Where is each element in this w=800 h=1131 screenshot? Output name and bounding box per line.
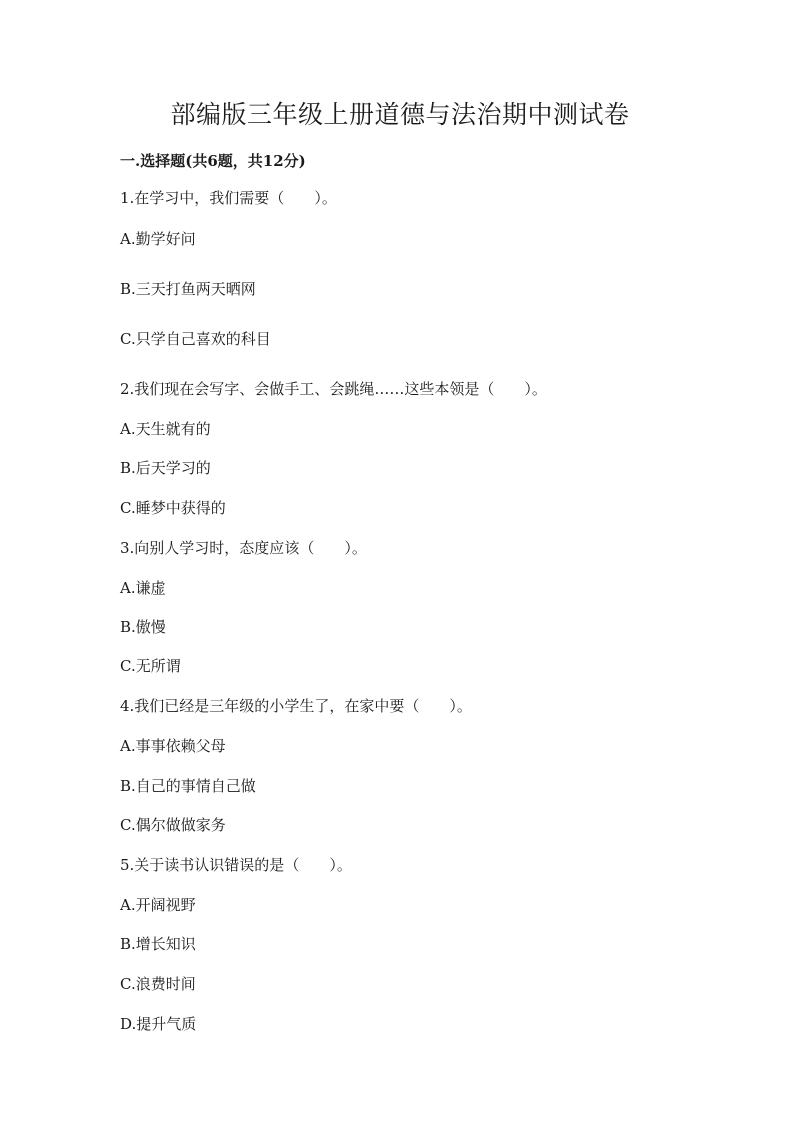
- answer-option: A.开阔视野: [120, 896, 196, 914]
- answer-option: C.偶尔做做家务: [120, 816, 226, 834]
- answer-option: B.三天打鱼两天晒网: [120, 280, 256, 298]
- answer-option: A.谦虚: [120, 579, 166, 597]
- answer-option: C.浪费时间: [120, 975, 196, 993]
- answer-option: B.后天学习的: [120, 459, 211, 477]
- answer-option: B.自己的事情自己做: [120, 777, 256, 795]
- answer-option: C.无所谓: [120, 657, 181, 675]
- page-title: 部编版三年级上册道德与法治期中测试卷: [170, 100, 630, 129]
- question-stem: 3.向别人学习时，态度应该（ ）。: [120, 539, 367, 557]
- answer-option: B.傲慢: [120, 618, 166, 636]
- question-stem: 1.在学习中，我们需要（ ）。: [120, 189, 337, 207]
- section-heading: 一.选择题(共6题，共12分): [120, 152, 306, 170]
- question-stem: 2.我们现在会写字、会做手工、会跳绳……这些本领是（ ）。: [120, 380, 547, 398]
- answer-option: A.勤学好问: [120, 230, 196, 248]
- question-stem: 4.我们已经是三年级的小学生了，在家中要（ ）。: [120, 697, 472, 715]
- answer-option: A.天生就有的: [120, 420, 211, 438]
- answer-option: C.睡梦中获得的: [120, 499, 226, 517]
- answer-option: B.增长知识: [120, 935, 196, 953]
- question-stem: 5.关于读书认识错误的是（ ）。: [120, 856, 352, 874]
- answer-option: C.只学自己喜欢的科目: [120, 330, 271, 348]
- answer-option: A.事事依赖父母: [120, 737, 226, 755]
- answer-option: D.提升气质: [120, 1015, 197, 1033]
